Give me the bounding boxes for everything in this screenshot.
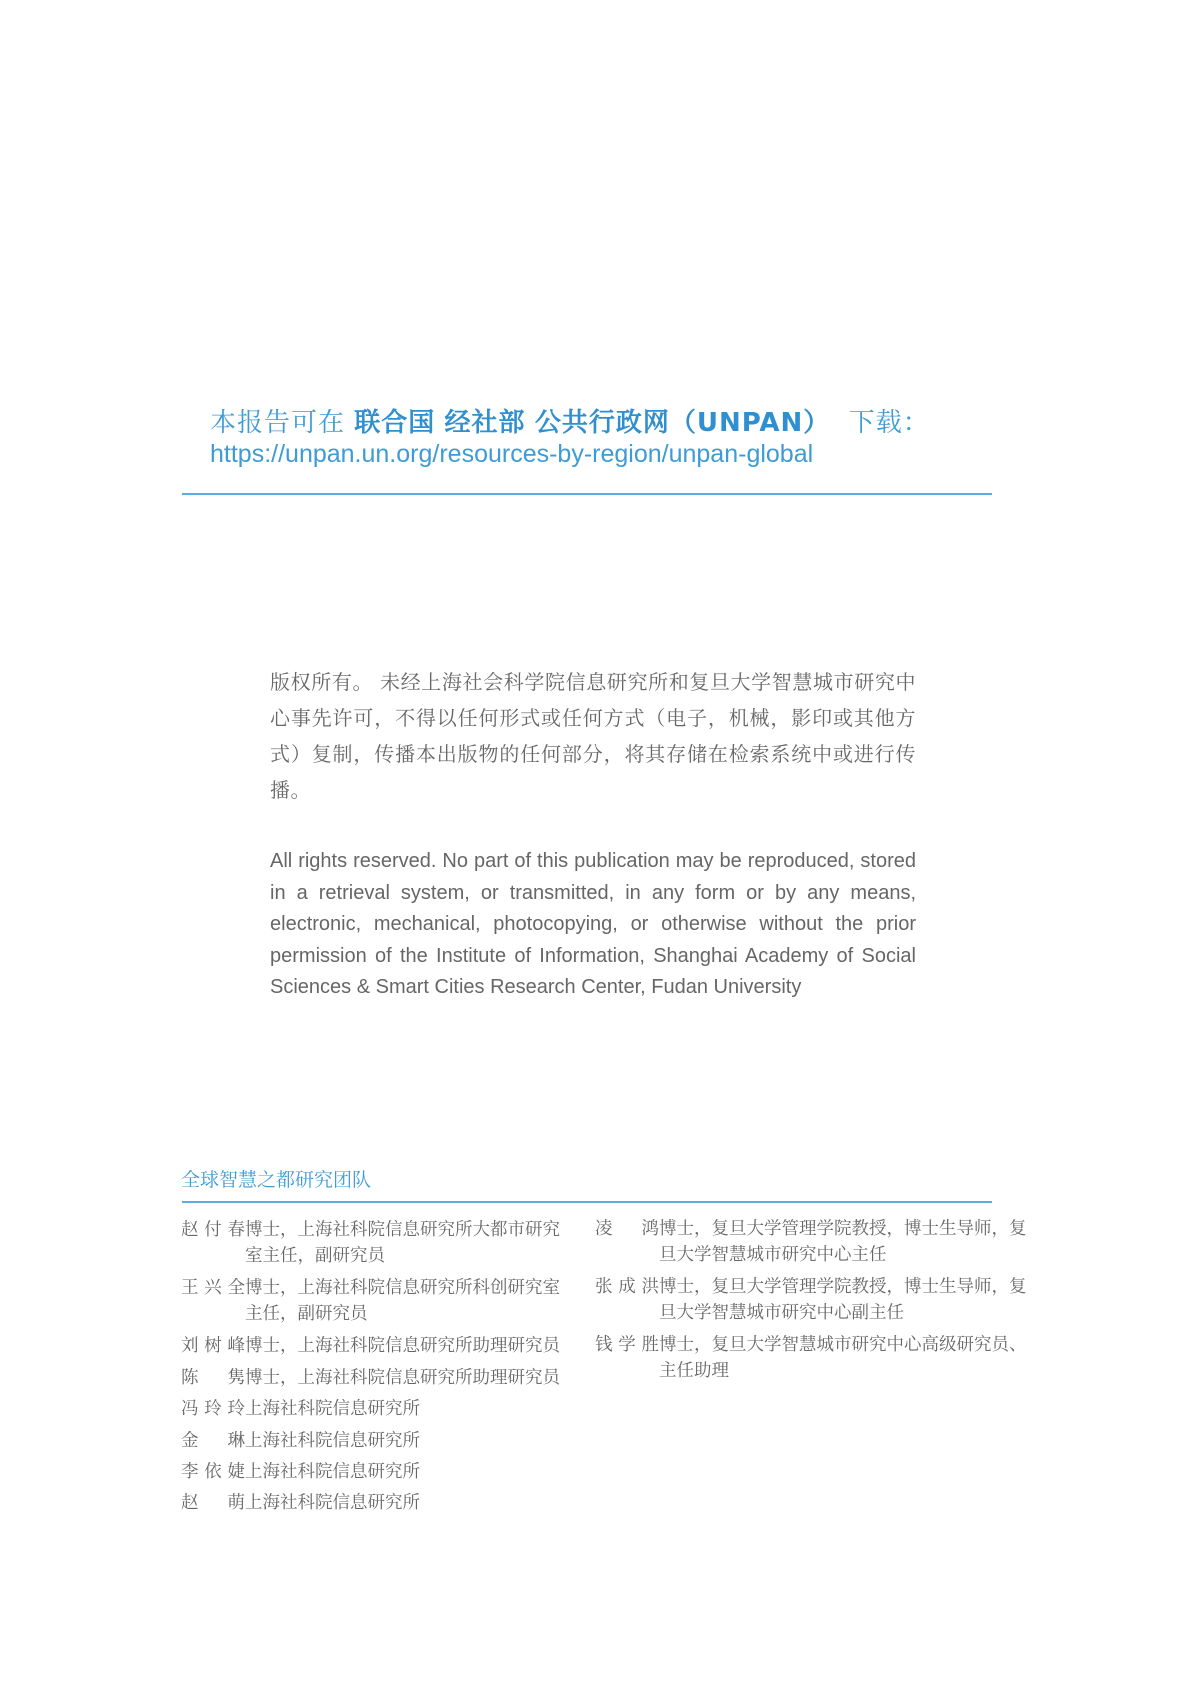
member-description: 上海社科院信息研究所 [245, 1493, 420, 1513]
copyright-en: All rights reserved. No part of this publication may be reproduced, stored in a retrieval system, or transmitted, in any form or by any means, electronic, mechanical, photocopying, or otherwise without the prior permission of the Institute of Information, Shanghai Academy of Social Sciences & Smart Cities Research Center, Fudan University [270, 850, 916, 998]
org-desa: 经社部 [444, 408, 526, 438]
member-description: 博士，复旦大学管理学院教授，博士生导师，复旦大学智慧城市研究中心主任 [659, 1219, 1027, 1265]
member-description: 博士，上海社科院信息研究所大都市研究室主任，副研究员 [245, 1220, 560, 1266]
team-member [595, 1274, 1039, 1326]
member-name: 陈隽 [181, 1368, 245, 1388]
team-member [181, 1490, 575, 1516]
notice-suffix: 下载： [848, 408, 930, 438]
team-member [181, 1428, 575, 1454]
member-description: 上海社科院信息研究所 [245, 1462, 420, 1482]
divider [182, 493, 992, 495]
notice-prefix: 本报告可在 [210, 408, 355, 438]
team-member [595, 1332, 1039, 1384]
team-member [181, 1459, 575, 1485]
member-description: 博士，上海社科院信息研究所助理研究员 [245, 1368, 560, 1388]
copyright-cn: 版权所有。 未经上海社会科学院信息研究所和复旦大学智慧城市研究中心事先许可，不得以任何形式或任何方式（电子，机械，影印或其他方式）复制，传播本出版物的任何部分，将其存储在检索系统中或进行传播。 [270, 670, 916, 802]
team-member [181, 1333, 575, 1359]
team-member [181, 1396, 575, 1422]
member-name: 冯玲玲 [181, 1399, 245, 1419]
team-title: 全球智慧之都研究团队 [181, 1169, 372, 1191]
member-name: 赵付春 [181, 1220, 245, 1240]
team-member [595, 1216, 1039, 1268]
member-description: 博士，上海社科院信息研究所科创研究室主任，副研究员 [245, 1278, 560, 1324]
member-name: 赵萌 [181, 1493, 245, 1513]
member-name: 李依婕 [181, 1462, 245, 1482]
member-name: 张成洪 [595, 1277, 659, 1297]
member-name: 王兴全 [181, 1278, 245, 1298]
team-member [181, 1217, 575, 1269]
download-notice [210, 402, 930, 439]
team-member [181, 1275, 575, 1327]
member-name: 刘树峰 [181, 1336, 245, 1356]
member-description: 上海社科院信息研究所 [245, 1399, 420, 1419]
org-unpan: 公共行政网（UNPAN） [534, 408, 831, 438]
download-url-link[interactable]: https://unpan.un.org/resources-by-region/unpan-global [210, 440, 814, 468]
member-description: 博士，复旦大学管理学院教授，博士生导师，复旦大学智慧城市研究中心副主任 [659, 1277, 1027, 1323]
member-name: 金琳 [181, 1431, 245, 1451]
member-name: 凌鸿 [595, 1219, 659, 1239]
member-description: 博士，复旦大学智慧城市研究中心高级研究员、主任助理 [659, 1335, 1027, 1381]
member-name: 钱学胜 [595, 1335, 659, 1355]
team-member [181, 1365, 575, 1391]
team-divider [182, 1201, 992, 1203]
member-description: 博士，上海社科院信息研究所助理研究员 [245, 1336, 560, 1356]
org-un: 联合国 [354, 408, 436, 438]
member-description: 上海社科院信息研究所 [245, 1431, 420, 1451]
